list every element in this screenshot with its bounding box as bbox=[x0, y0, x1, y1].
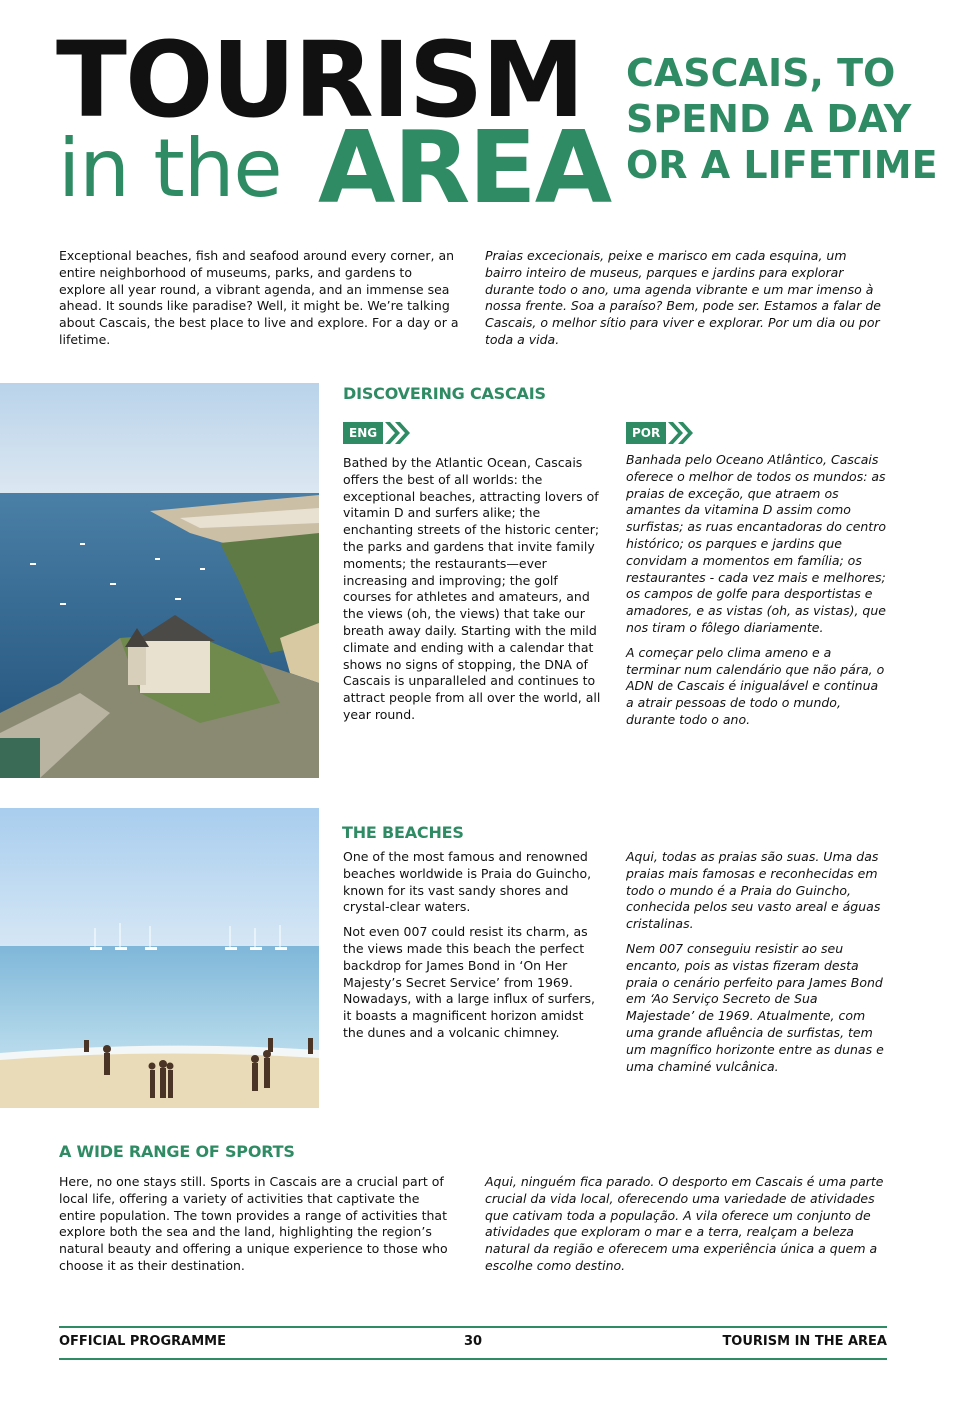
discovering-portuguese bbox=[626, 452, 888, 729]
badge-english bbox=[343, 422, 413, 444]
badge-portuguese-label: POR bbox=[626, 422, 666, 444]
chevrons-right-icon bbox=[666, 422, 696, 444]
title-area: AREA bbox=[318, 109, 611, 226]
intro-portuguese: Praias excecionais, peixe e marisco em cada esquina, um bairro inteiro de museus, parques e jardins para explorar durante todo o ano, uma agenda vibrante e um mar imenso à nossa frente. Soa a paraíso? Bem, pode ser. Estamos a falar de Cascais, o melhor sítio para viver e explorar. Por um dia ou por toda a vida. bbox=[485, 248, 881, 347]
badge-english-label: ENG bbox=[343, 422, 383, 444]
page-number: 30 bbox=[464, 1334, 483, 1349]
page-subtitle: CASCAIS, TO SPEND A DAY OR A LIFETIME bbox=[626, 51, 938, 187]
title-tourism: TOURISM bbox=[56, 19, 583, 141]
beach-photo bbox=[0, 808, 319, 1108]
footer-right: TOURISM IN THE AREA bbox=[722, 1334, 887, 1349]
section-heading-discovering: DISCOVERING CASCAIS bbox=[343, 384, 546, 403]
beaches-portuguese-text-2: Nem 007 conseguiu resistir ao seu encanto, pois as vistas fizeram desta praia o cenário perfeito para James Bond em ‘Ao Serviço Secreto de Sua Majestade’ de 1969. Atualmente, com uma grande afluência de surfistas, tem um magnífico horizonte entre as dunas e uma chaminé vulcânica. bbox=[626, 940, 884, 1074]
badge-portuguese bbox=[626, 422, 696, 444]
beaches-english-text-2: Not even 007 could resist its charm, as the views made this beach the perfect backdrop for James Bond in ‘On Her Majesty’s Secret Service’ from 1969. Nowadays, with a large influx of surfers, it boasts a magnificent horizon amidst the dunes and a volcanic chimney. bbox=[343, 924, 595, 1040]
section-heading-sports: A WIDE RANGE OF SPORTS bbox=[59, 1142, 295, 1161]
beaches-english-text-1: One of the most famous and renowned beaches worldwide is Praia do Guincho, known for its vast sandy shores and crystal-clear waters. bbox=[343, 849, 592, 915]
cascais-aerial-photo bbox=[0, 383, 319, 778]
footer-divider-bottom bbox=[59, 1358, 887, 1360]
beaches-english bbox=[343, 849, 605, 1042]
intro-english: Exceptional beaches, fish and seafood around every corner, an entire neighborhood of museums, parks, and gardens to explore all year round, a vibrant agenda, and an immense sea ahead. It sounds like paradise? Well, it might be. We’re talking about Cascais, the best place to live and explore. For a day or a lifetime. bbox=[59, 248, 459, 347]
beaches-portuguese bbox=[626, 849, 888, 1075]
sports-english: Here, no one stays still. Sports in Cascais are a crucial part of local life, offering a variety of activities that captivate the entire population. The town provides a range of activities that explore both the sea and the land, highlighting the region’s natural beauty and offering a unique experience to those who choose it as their destination. bbox=[59, 1174, 448, 1273]
discovering-portuguese-text-2: A começar pelo clima ameno e a terminar num calendário que não pára, o ADN de Cascais é inigualável e continua a atrair pessoas de todo o mundo, durante todo o ano. bbox=[626, 644, 885, 727]
footer-left: OFFICIAL PROGRAMME bbox=[59, 1334, 226, 1349]
sports-portuguese: Aqui, ninguém fica parado. O desporto em Cascais é uma parte crucial da vida local, oferecendo uma variedade de atividades que cativam toda a população. A vila oferece um conjunto de atividades que exploram o mar e a terra, realçam a beleza natural da região e oferecem uma experiência única a quem a escolhe como destino. bbox=[485, 1174, 884, 1273]
discovering-english-text: Bathed by the Atlantic Ocean, Cascais offers the best of all worlds: the exceptional beaches, attracting lovers of vitamin D and surfers alike; the enchanting streets of the historic center; the parks and gardens that invite family moments; the restaurants—ever increasing and improving; the golf courses for athletes and amateurs, and the views (oh, the views) that take our breath away daily. Starting with the mild climate and ending with a calendar that shows no signs of stopping, the DNA of Cascais is unparalleled and continues to attract people from all over the world, all year round. bbox=[343, 455, 601, 722]
title-in-the: in the bbox=[58, 122, 282, 215]
discovering-english bbox=[343, 455, 605, 724]
section-heading-beaches: THE BEACHES bbox=[342, 823, 464, 842]
beaches-portuguese-text-1: Aqui, todas as praias são suas. Uma das praias mais famosas e reconhecidas em todo o mundo é a Praia do Guincho, conhecida pelos seu vasto areal e águas cristalinas. bbox=[626, 849, 881, 932]
footer-divider-top bbox=[59, 1326, 887, 1328]
chevrons-right-icon bbox=[383, 422, 413, 444]
discovering-portuguese-text-1: Banhada pelo Oceano Atlântico, Cascais oferece o melhor de todos os mundos: as praias de exceção, que atraem os amantes da vitamina D assim como surfistas; as ruas encantadoras do centro histórico; os parques e jardins que convidam a momentos em família; os restaurantes - cada vez mais e melhores; os campos de golfe para desportistas e amadores, e as vistas (oh, as vistas), que nos tiram o fôlego diariamente. bbox=[626, 452, 886, 635]
